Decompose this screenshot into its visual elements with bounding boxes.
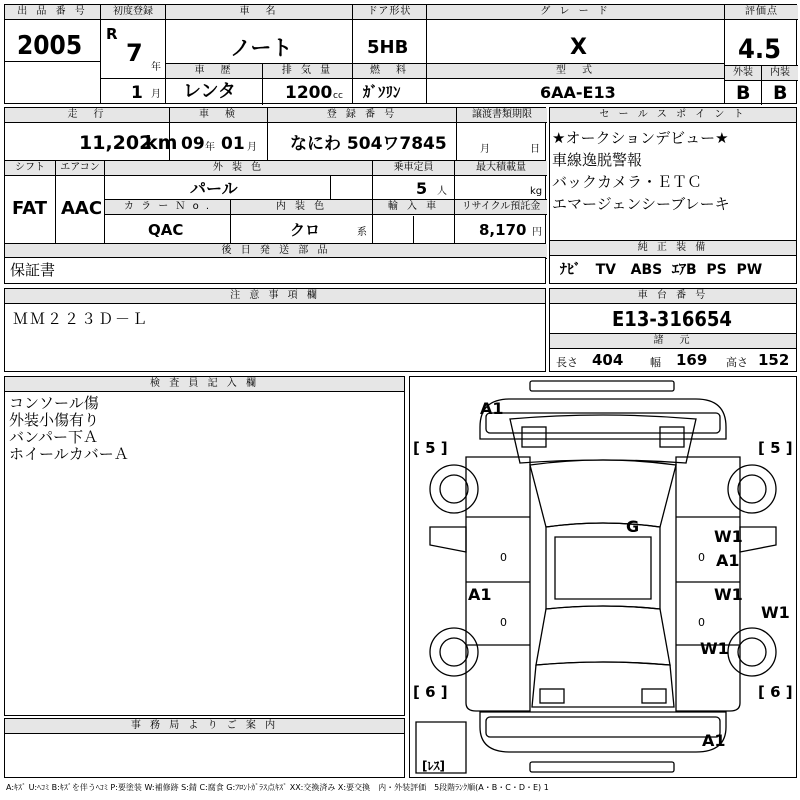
transfer-day-unit: 日 (530, 144, 540, 155)
ac-label: エアコン (56, 161, 104, 176)
inspection-year-unit: 年 (205, 142, 215, 153)
office-notes-label: 事 務 局 よ り ご 案 内 (5, 719, 404, 734)
color-number-label: カ ラ ー Ｎ o . (105, 200, 230, 215)
exterior-grade: B (736, 82, 751, 104)
car-name: ノート (230, 36, 293, 60)
inspection-year: 09 (181, 134, 205, 154)
recycle-deposit-unit: 円 (532, 227, 542, 238)
caution-box (4, 288, 546, 372)
equipment-item: TV (595, 262, 617, 278)
score-label: 評価点 (725, 5, 798, 20)
sales-point-line: エマージェンシーブレーキ (552, 195, 730, 213)
equipment-label: 純 正 装 備 (550, 241, 796, 256)
later-parts-value: 保証書 (10, 261, 56, 279)
equipment-box (549, 240, 797, 284)
tire-front-right: [ 5 ] (758, 439, 793, 457)
inspector-note-line: ホイールカバーＡ (9, 445, 129, 463)
damage-legend: A:ｷｽﾞ U:ﾍｺﾐ B:ｷｽﾞを伴うﾍｺﾐ P:要塗装 W:補修跡 S:錆 C:腐食 G:ﾌﾛﾝﾄｶﾞﾗｽ点ｷｽﾞ XX:交換済み X:要交換 内・外装評価 5段階ﾗﾝｸ順(A・B・C・D・E) 1 (6, 783, 549, 792)
vehicle-details-table (4, 107, 546, 258)
displacement: 1200 (285, 83, 333, 103)
exterior-color-label: 外 装 色 (105, 161, 372, 176)
inspector-note-line: バンパー下Ａ (9, 428, 98, 446)
inspector-note-line: 外装小傷有り (9, 411, 100, 429)
inspector-notes-list (9, 395, 129, 463)
model-code: 6AA-E13 (540, 83, 616, 102)
ac: AAC (61, 198, 103, 219)
door-type: 5HB (367, 37, 409, 58)
mileage-label: 走 行 (5, 108, 169, 123)
caution-label: 注 意 事 項 欄 (5, 289, 545, 304)
model-code-label: 型 式 (427, 64, 724, 79)
sales-point-line: バックカメラ・ＥＴＣ (552, 173, 703, 191)
score: 4.5 (738, 34, 782, 65)
length: 404 (592, 351, 624, 369)
lot-number: 2005 (17, 31, 83, 61)
chassis-box (549, 288, 797, 372)
exterior-color: パール (190, 179, 238, 198)
equipment-list (560, 263, 762, 277)
max-load-unit: kg (530, 186, 543, 197)
import-label: 輸 入 車 (373, 200, 454, 215)
damage-mark: A1 (702, 731, 726, 750)
specs-label: 諸 元 (550, 334, 796, 349)
tire-rear-right: [ 6 ] (758, 683, 793, 701)
tire-front-left: [ 5 ] (413, 439, 448, 457)
damage-mark: W1 (700, 639, 729, 658)
grade: X (570, 35, 587, 60)
interior-color-label: 内 装 色 (231, 200, 372, 215)
width: 169 (676, 351, 708, 369)
era-mark: R (106, 25, 118, 43)
year-unit: 年 (151, 62, 161, 73)
fuel: ｶﾞｿﾘﾝ (363, 83, 401, 101)
registration-month: 1 (131, 83, 143, 103)
equipment-item: PW (736, 262, 763, 278)
transfer-month-unit: 月 (480, 144, 490, 155)
interior-grade: B (773, 82, 788, 104)
door-handle-mark: 0 (698, 616, 705, 629)
displacement-label: 排 気 量 (263, 64, 352, 79)
interior-color-unit: 系 (357, 227, 367, 238)
capacity: 5 (416, 179, 428, 198)
recycle-deposit-label: リサイクル預託金 (455, 200, 547, 215)
inspection-label: 車 検 (170, 108, 267, 123)
header-table (4, 4, 797, 104)
first-registration-label: 初度登録 (101, 5, 165, 20)
door-handle-mark: 0 (698, 551, 705, 564)
height-label: 高さ (726, 356, 748, 369)
exterior-grade-label: 外装 (725, 66, 761, 81)
plate-number: なにわ 504ワ7845 (290, 134, 447, 154)
chassis-number-label: 車 台 番 号 (550, 289, 796, 304)
sales-points-label: セ ー ル ス ポ イ ン ト (550, 108, 796, 123)
capacity-label: 乗車定員 (373, 161, 454, 176)
sales-point-line: ★オークションデビュー★ (552, 129, 729, 147)
door-handle-mark: 0 (500, 616, 507, 629)
sales-points-list (552, 130, 730, 218)
interior-color: クロ (290, 221, 321, 239)
inspection-month-unit: 月 (247, 142, 257, 153)
car-outline-drawing (410, 377, 796, 777)
shift-label: シフト (5, 161, 55, 176)
door-type-label: ドア形状 (353, 5, 426, 20)
lot-number-label: 出 品 番 号 (5, 5, 100, 20)
length-label: 長さ (556, 356, 578, 369)
damage-mark: G (626, 517, 640, 536)
damage-mark: A1 (468, 585, 492, 604)
mileage-unit: km (145, 132, 178, 154)
car-name-label: 車 名 (166, 5, 352, 20)
capacity-unit: 人 (437, 186, 447, 197)
inspector-note-line: コンソール傷 (9, 394, 99, 412)
equipment-item: ｴｱB (671, 262, 697, 278)
displacement-unit: cc (333, 91, 343, 101)
color-number: QAC (148, 221, 184, 239)
damage-mark: A1 (716, 551, 740, 570)
damage-mark: W1 (761, 603, 790, 622)
caution-value: ＭＭ２２３Ｄ－Ｌ (13, 310, 150, 328)
tire-rear-left: [ 6 ] (413, 683, 448, 701)
history-label: 車 歴 (166, 64, 262, 79)
height: 152 (758, 351, 790, 369)
inspection-month: 01 (221, 134, 245, 154)
max-load-label: 最大積載量 (455, 161, 547, 176)
transfer-deadline-label: 譲渡書類期限 (457, 108, 547, 123)
sales-point-line: 車線逸脱警報 (552, 151, 643, 169)
office-notes-box (4, 718, 405, 778)
month-unit: 月 (151, 89, 161, 100)
later-parts-box (4, 257, 546, 284)
grade-label: グ レ ー ド (427, 5, 724, 20)
inspector-notes-label: 検 査 員 記 入 欄 (5, 377, 404, 392)
later-parts-label: 後 日 発 送 部 品 (5, 244, 547, 259)
plate-label: 登 録 番 号 (268, 108, 456, 123)
interior-grade-label: 内装 (762, 66, 798, 81)
damage-diagram (409, 376, 797, 778)
equipment-item: ﾅﾋﾞ (560, 262, 581, 278)
inspector-notes-box (4, 376, 405, 716)
width-label: 幅 (650, 356, 661, 369)
damage-mark: W1 (714, 527, 743, 546)
spare-tire: [ﾚｽ] (422, 759, 445, 773)
damage-mark: W1 (714, 585, 743, 604)
registration-year: 7 (126, 39, 143, 67)
equipment-item: ABS (630, 262, 663, 278)
fuel-label: 燃 料 (353, 64, 426, 79)
damage-mark: A1 (480, 399, 504, 418)
history: レンタ (183, 81, 236, 102)
recycle-deposit: 8,170 (479, 221, 527, 239)
chassis-number: E13-316654 (612, 307, 732, 331)
mileage: 11,202 (79, 132, 153, 154)
sales-points-box (549, 107, 797, 241)
equipment-item: PS (706, 262, 727, 278)
door-handle-mark: 0 (500, 551, 507, 564)
shift: FAT (12, 198, 48, 219)
